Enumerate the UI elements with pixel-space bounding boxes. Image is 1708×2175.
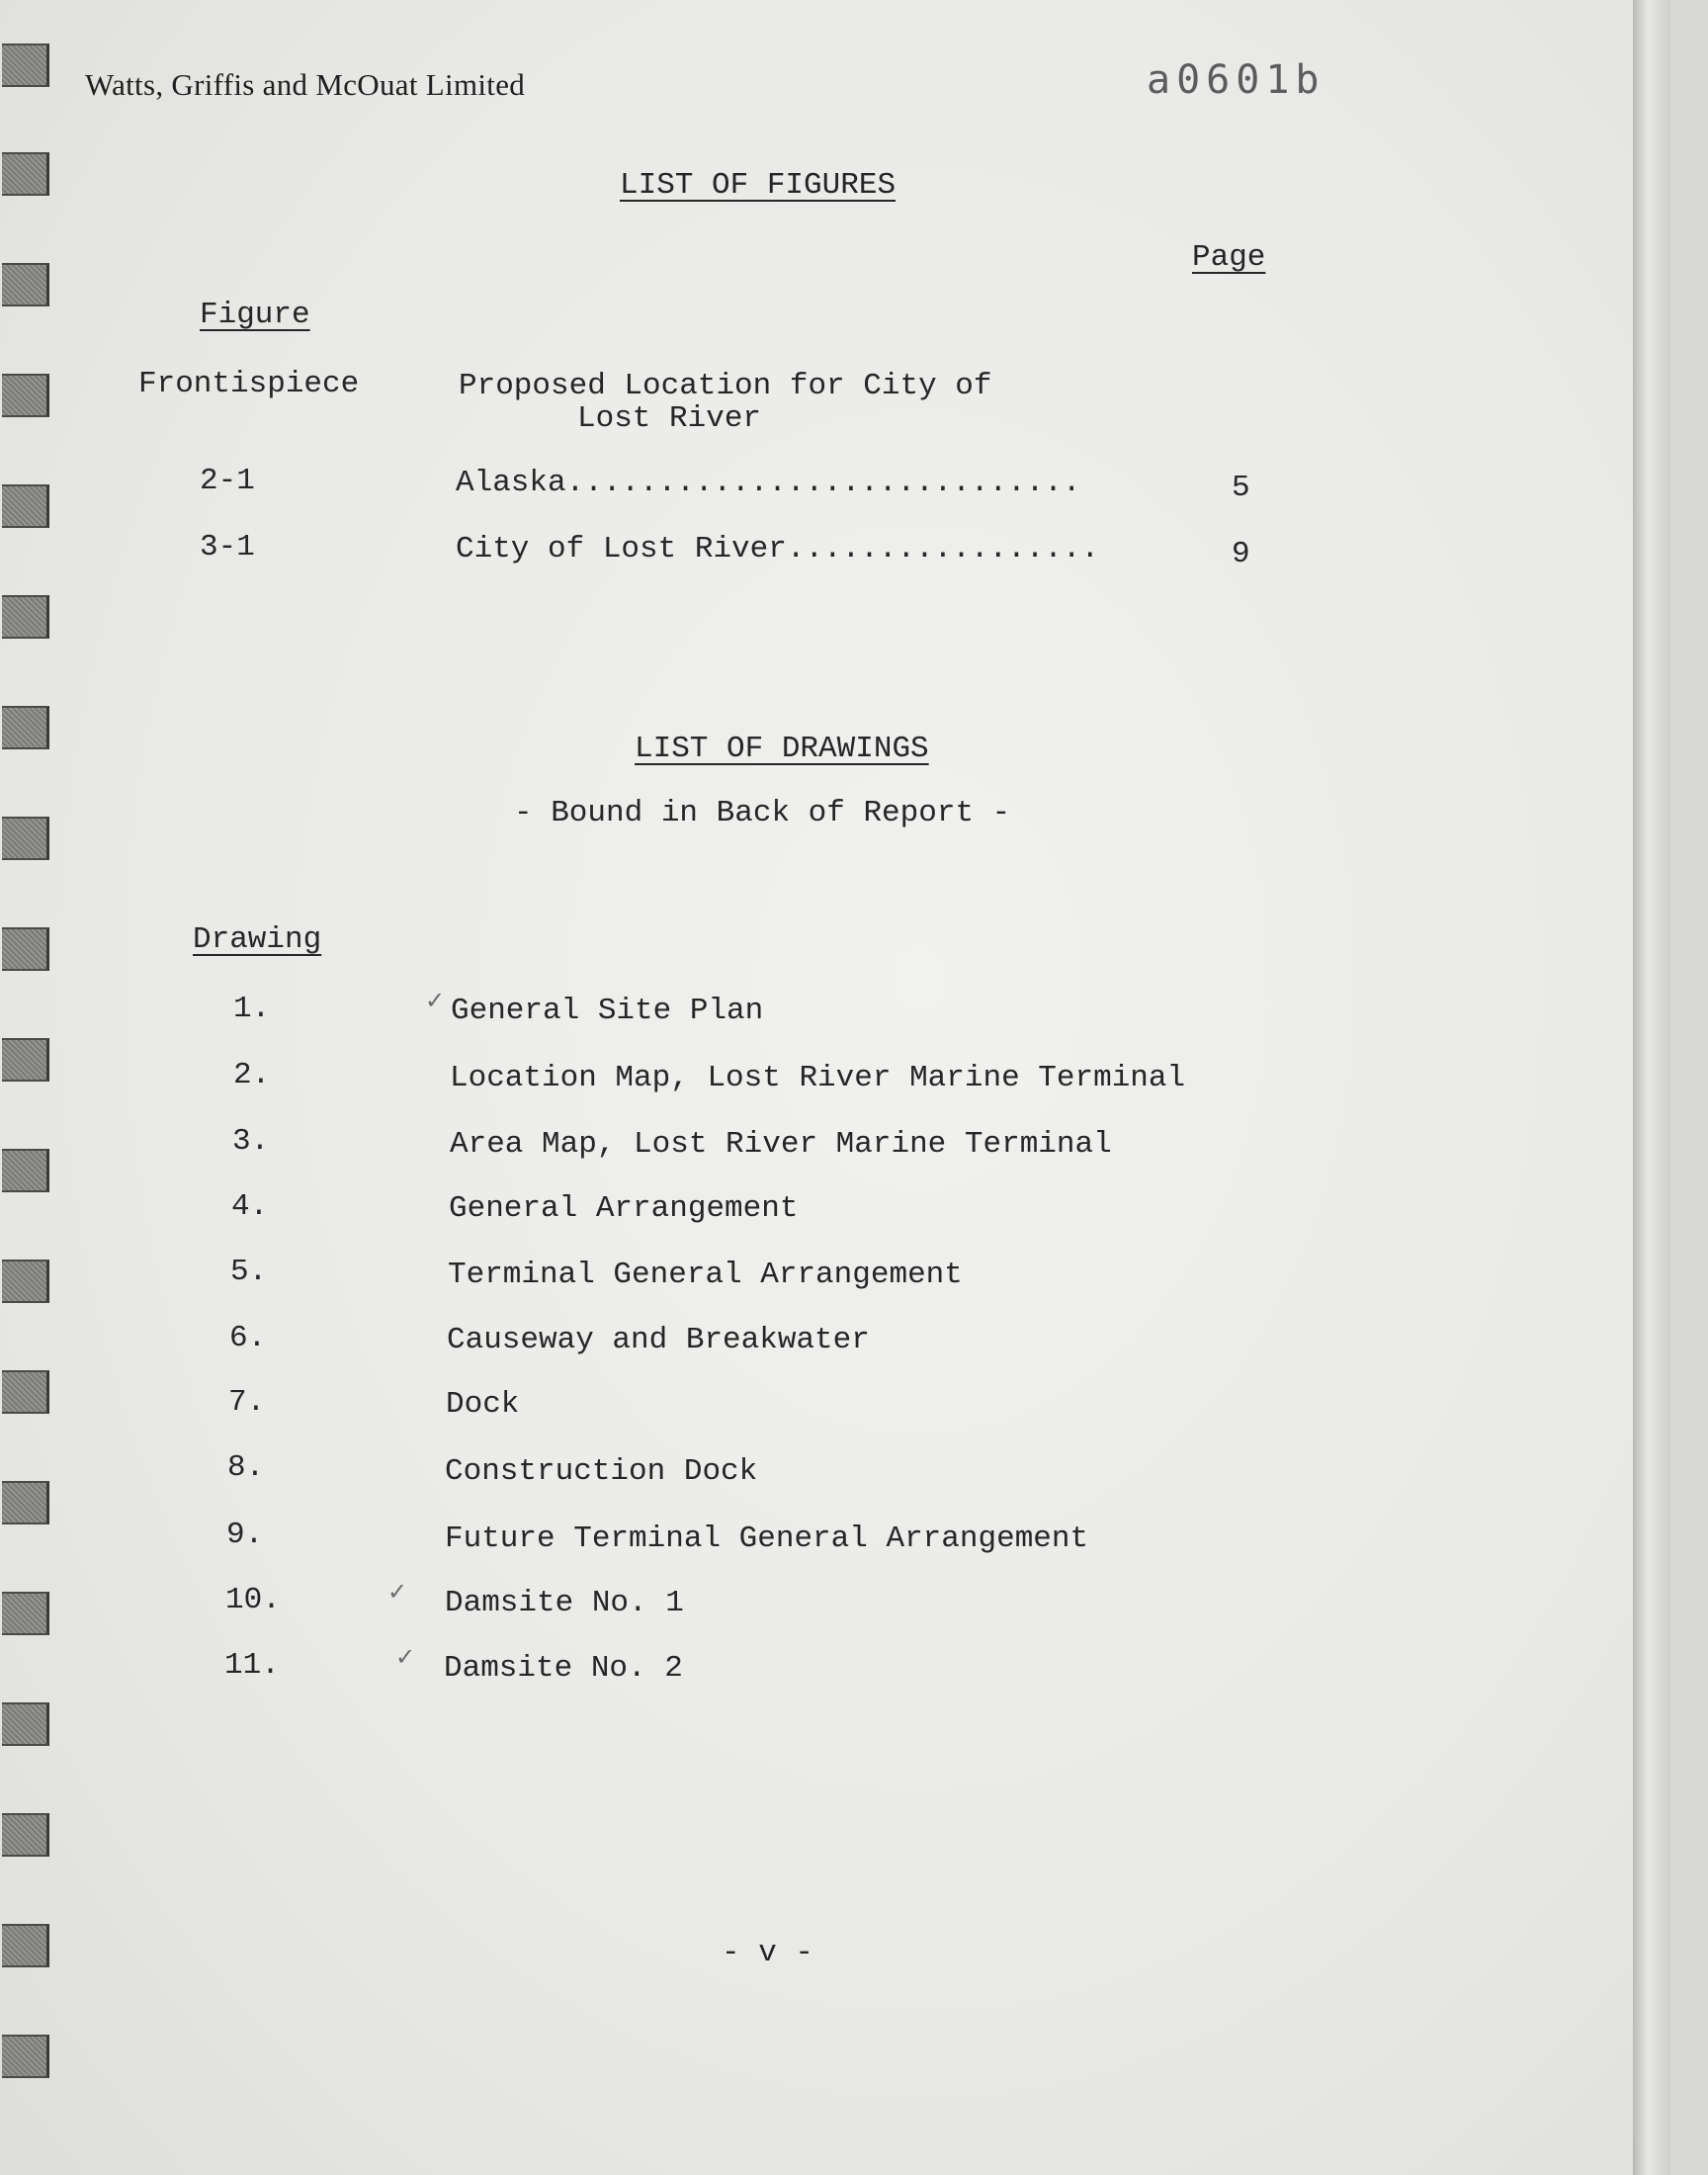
binding-ring	[2, 152, 49, 196]
binding-ring	[2, 1038, 49, 1082]
check-mark-icon: ✓	[425, 987, 446, 1014]
drawing-number: 8.	[227, 1450, 265, 1485]
drawing-column-header: Drawing	[193, 922, 322, 957]
drawings-title: LIST OF DRAWINGS	[635, 732, 929, 766]
binding-ring	[2, 927, 49, 971]
figure-id: Frontispiece	[138, 367, 360, 401]
spiral-binding	[0, 0, 55, 2175]
binding-ring	[2, 484, 49, 528]
drawing-title: Construction Dock	[445, 1454, 758, 1489]
check-mark-icon: ✓	[395, 1643, 416, 1671]
figure-caption-continued: Lost River	[577, 401, 762, 436]
drawing-number: 9.	[226, 1518, 264, 1552]
figure-caption: Proposed Location for City of	[459, 369, 992, 403]
page-edge	[1633, 0, 1670, 2175]
document-stamp: a0601b	[1147, 57, 1325, 103]
binding-ring	[2, 1924, 49, 1967]
drawing-number: 2.	[233, 1058, 271, 1092]
binding-ring	[2, 2035, 49, 2078]
drawing-title: Causeway and Breakwater	[447, 1323, 870, 1357]
drawing-number: 7.	[228, 1385, 266, 1420]
drawing-title: Dock	[446, 1387, 520, 1422]
binding-ring	[2, 595, 49, 639]
binding-ring	[2, 263, 49, 306]
drawing-title: Damsite No. 2	[444, 1651, 683, 1686]
figure-caption: City of Lost River.................	[456, 532, 1100, 566]
figure-page-number: 5	[1232, 471, 1250, 505]
drawings-subtitle: - Bound in Back of Report -	[514, 796, 1011, 830]
binding-ring	[2, 817, 49, 860]
page-column-header: Page	[1192, 240, 1266, 275]
figures-title: LIST OF FIGURES	[620, 168, 897, 203]
drawing-number: 11.	[224, 1648, 280, 1683]
binding-ring	[2, 44, 49, 87]
drawing-title: General Site Plan	[451, 994, 764, 1028]
drawing-title: Location Map, Lost River Marine Terminal	[450, 1061, 1186, 1095]
figure-caption: Alaska............................	[456, 466, 1081, 500]
drawing-title: Area Map, Lost River Marine Terminal	[450, 1127, 1112, 1162]
binding-ring	[2, 1481, 49, 1524]
drawing-title: Damsite No. 1	[445, 1586, 684, 1620]
binding-ring	[2, 1370, 49, 1414]
binding-ring	[2, 706, 49, 749]
page-number: - v -	[722, 1936, 814, 1970]
figure-id: 3-1	[200, 530, 255, 565]
drawing-number: 4.	[231, 1189, 269, 1224]
check-mark-icon: ✓	[387, 1578, 408, 1606]
company-name: Watts, Griffis and McOuat Limited	[85, 67, 526, 102]
binding-ring	[2, 1260, 49, 1303]
binding-ring	[2, 374, 49, 417]
drawing-number: 10.	[225, 1583, 281, 1617]
figure-column-header: Figure	[200, 298, 310, 332]
drawing-title: General Arrangement	[449, 1191, 799, 1226]
binding-ring	[2, 1702, 49, 1746]
binding-ring	[2, 1592, 49, 1635]
drawing-title: Terminal General Arrangement	[448, 1258, 963, 1292]
drawing-number: 1.	[233, 992, 271, 1026]
figure-page-number: 9	[1232, 537, 1250, 571]
drawing-number: 3.	[232, 1124, 270, 1159]
drawing-title: Future Terminal General Arrangement	[445, 1522, 1089, 1556]
binding-ring	[2, 1149, 49, 1192]
binding-ring	[2, 1813, 49, 1857]
drawing-number: 5.	[230, 1255, 268, 1289]
figure-id: 2-1	[200, 464, 255, 498]
drawing-number: 6.	[229, 1321, 267, 1355]
